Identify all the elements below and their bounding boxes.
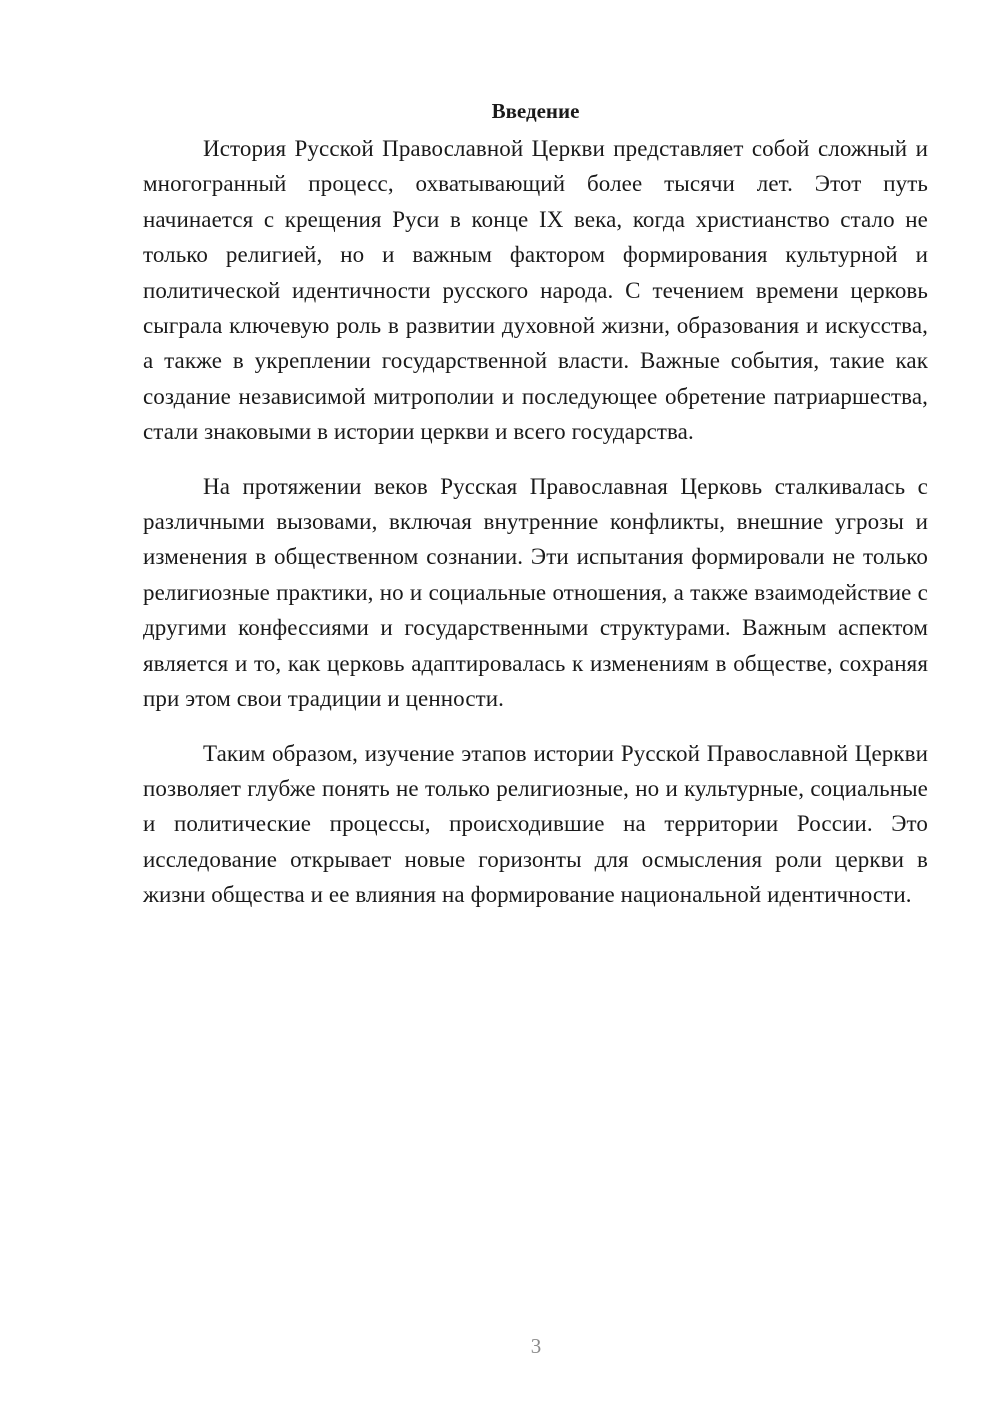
paragraph-2: На протяжении веков Русская Православная Церковь сталкивалась с различными вызовами, включая внутренние конфликты, внешние угрозы и изменения в общественном сознании. Эти испытания формировали не только религиозные практики, но и социальные отношения, а также взаимодействие с другими конфессиями и государственными структурами. Важным аспектом является и то, как церковь адаптировалась к изменениям в обществе, сохраняя при этом свои традиции и ценности. [143, 473, 928, 712]
page-content [143, 96, 928, 932]
paragraph-1: История Русской Православной Церкви представляет собой сложный и многогранный процесс, охватывающий более тысячи лет. Этот путь начинается с крещения Руси в конце IX века, когда христианство стало не только религией, но и важным фактором формирования культурной и политической идентичности русского народа. С течением времени церковь сыграла ключевую роль в развитии духовной жизни, образования и искусства, а также в укреплении государственной власти. Важные события, такие как создание независимой митрополии и последующее обретение патриаршества, стали знаковыми в истории церкви и всего государства. [143, 136, 928, 445]
page-number: 3 [530, 1334, 542, 1358]
section-heading: Введение [491, 99, 580, 123]
paragraph-3: Таким образом, изучение этапов истории Русской Православной Церкви позволяет глубже понять не только религиозные, но и культурные, социальные и политические процессы, происходившие на территории России. Это исследование открывает новые горизонты для осмысления роли церкви в жизни общества и ее влияния на формирование национальной идентичности. [143, 740, 928, 908]
